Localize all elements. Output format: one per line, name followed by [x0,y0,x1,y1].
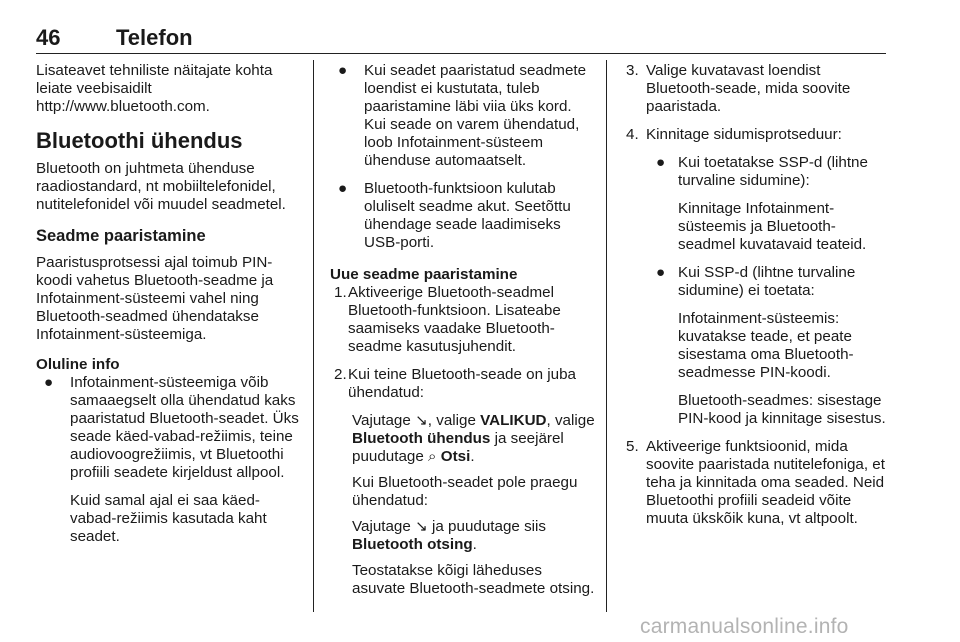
bullet-item [626,264,892,300]
bold-term: VALIKUD [480,412,547,429]
text: Vajutage [352,412,416,429]
step-text: Aktiveerige Bluetooth-seadmel Bluetooth-funktsioon. Lisateabe saamiseks vaadake Bluetooth-seadme kasutusjuhendit. [348,284,561,355]
column-divider-1 [313,60,314,612]
step-number: 5. [626,438,639,455]
bold-term: Bluetooth otsing [352,536,473,553]
bullet-icon: ● [656,154,666,171]
column-3 [626,62,892,538]
header-divider [36,53,886,54]
step-number: 4. [626,126,639,143]
step-substep [330,412,596,466]
text: ja puudutage siis [427,518,547,535]
bullet-icon: ● [656,264,666,281]
text: , valige [546,412,595,429]
step-text: Aktiveerige funktsioonid, mida soovite paaristada nutitelefoniga, et teha ja kinnitada oma seaded. Neid Bluetoothi profiili seadeid võite muuta ükskõik kuna, vt altpoolt. [646,438,885,527]
steps-heading: Uue seadme paaristamine [330,266,518,283]
column-divider-2 [606,60,607,612]
text: . [472,536,477,553]
subsection-heading: Seadme paaristamine [36,227,206,245]
search-icon: ⌕ [428,448,437,465]
phone-icon: ↘ [415,518,428,535]
bullet-item [36,374,304,482]
step-substep: Teostatakse kõigi läheduses asuvate Bluetooth-seadmete otsing. [352,562,595,597]
step-number: 2. [334,366,347,383]
watermark: carmanualsonline.info [640,615,849,638]
bold-term: Otsi [440,448,471,465]
step-text: Kinnitage sidumisprotseduur: [646,126,842,143]
bullet-item [330,62,596,170]
bullet-subtext: Bluetooth-seadmes: sisestage PIN-kood ja kinnitage sisestus. [678,392,886,427]
text: ja seejärel puudutage [352,430,564,465]
page-title: Telefon [116,25,193,50]
bullet-item [330,180,596,252]
bullet-item [626,154,892,190]
step-substep: Kui Bluetooth-seadet pole praegu ühendatud: [352,474,578,509]
intro-text: Lisateavet tehniliste näitajate kohta leiate veebisaidilt http://www.bluetooth.com. [36,62,273,115]
bullet-icon: ● [338,180,348,197]
bullet-subtext: Kuid samal ajal ei saa käed-vabad-režiimis kasutada kaht seadet. [70,492,267,545]
paragraph: Bluetooth on juhtmeta ühenduse raadiostandard, nt mobiiltelefonidel, nutitelefonidel või muudel seadmetel. [36,160,286,213]
step-number: 3. [626,62,639,79]
bullet-subtext: Kinnitage Infotainment-süsteemis ja Bluetooth-seadmel kuvatavaid teateid. [678,200,867,253]
bullet-text: Kui toetatakse SSP-d (lihtne turvaline sidumine): [678,154,868,189]
text: . [470,448,475,465]
step-item [626,62,892,116]
column-2 [330,62,596,606]
info-heading: Oluline info [36,356,120,373]
column-1 [36,62,304,556]
bullet-text: Kui seadet paaristatud seadmete loendist ei kustutata, tuleb paaristamine läbi viia üks kord. Kui seade on varem ühendatud, loob Infotainment-süsteem ühenduse automaatselt. [364,62,587,169]
paragraph: Paaristusprotsessi ajal toimub PIN-koodi vahetus Bluetooth-seadme ja Infotainment-süsteemi vahel ning Bluetooth-seadmed ühendatakse Infotainment-süsteemiga. [36,254,274,343]
step-text: Kui teine Bluetooth-seade on juba ühendatud: [348,366,576,401]
bullet-text: Infotainment-süsteemiga võib samaaegselt olla ühendatud kaks paaristatud Bluetooth-seadet. Üks seade käed-vabad-režiimis, teine audiovoogrežiimis, vt Bluetoothi profiili seadete kirjeldust allpool. [70,374,299,481]
phone-icon: ↘ [415,412,428,429]
section-heading: Bluetoothi ühendus [36,128,243,153]
text: , valige [427,412,481,429]
step-number: 1. [334,284,347,301]
bullet-icon: ● [44,374,54,391]
bullet-icon: ● [338,62,348,79]
step-item [626,438,892,528]
bold-term: Bluetooth ühendus [352,430,491,447]
page-header [36,26,886,50]
bullet-subtext: Infotainment-süsteemis: kuvatakse teade, et peate sisestama oma Bluetooth-seadmesse PIN-koodi. [678,310,854,381]
text: Vajutage [352,518,416,535]
step-substep [330,518,596,554]
step-item [330,366,596,402]
page-number: 46 [36,25,61,50]
bullet-text: Kui SSP-d (lihtne turvaline sidumine) ei toetata: [678,264,856,299]
step-item [626,126,892,144]
step-item [330,284,596,356]
bullet-text: Bluetooth-funktsioon kulutab oluliselt seadme akut. Seetõttu ühendage seade laadimiseks USB-porti. [364,180,571,251]
step-text: Valige kuvatavast loendist Bluetooth-seade, mida soovite paaristada. [646,62,851,115]
